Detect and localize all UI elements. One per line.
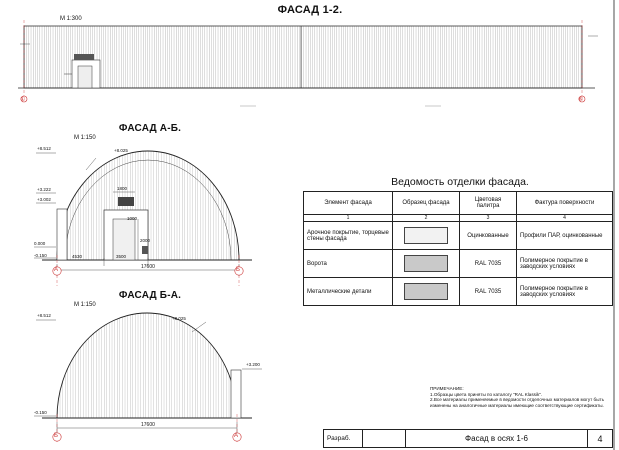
facade-ba-level-minus: -0.150 xyxy=(34,410,47,415)
color-swatch xyxy=(404,255,448,272)
color-swatch xyxy=(404,227,448,244)
sheet-number: 4 xyxy=(588,430,613,448)
middle-title: ФАСАД А-Б. xyxy=(118,123,182,134)
finish-palette: RAL 7035 xyxy=(460,250,517,278)
facade-ab-unit xyxy=(118,197,134,206)
facade-ab-level-0: 0.000 xyxy=(34,241,46,246)
title-block xyxy=(323,429,613,448)
finish-texture: Профили ПАР, оцинкованные xyxy=(517,222,613,250)
main-title: ФАСАД 1-2. xyxy=(277,4,343,16)
facade-ab-level-ridge: +8.025 xyxy=(114,148,128,153)
color-swatch xyxy=(404,283,448,300)
finish-table-header: Элемент фасада xyxy=(304,192,393,215)
facade-12-axis-right: ⑥ xyxy=(578,97,584,103)
facade-ab-axis-left: А xyxy=(54,267,59,273)
facade-ab-level-3222: +3.222 xyxy=(37,187,51,192)
facade-ab-dim-total: 17600 xyxy=(141,264,155,270)
finish-element: Арочное покрытие, торцевые стены фасада xyxy=(304,222,393,250)
facade-ba-arch xyxy=(57,313,237,418)
facade-ab-level-3002: +3.002 xyxy=(37,197,51,202)
facade-ba-dim-total: 17600 xyxy=(141,422,155,428)
finish-table-header: Фактура поверхности xyxy=(517,192,613,215)
facade-12-unit xyxy=(74,54,94,60)
notes-line-2: 2.Все материалы применяемые в ведомости отделочных материалов могут быть изменены на аналогичные материалы имеющие соответствующие сертификаты. xyxy=(430,397,604,408)
finish-table xyxy=(303,191,613,306)
notes-line-1: 1.Образцы цвета приняты по каталогу "RAL Klassik". xyxy=(430,391,543,397)
finish-table-col-number: 2 xyxy=(393,215,460,222)
finish-table-title: Ведомость отделки фасада. xyxy=(391,176,529,188)
facade-ab-level-minus: -0.150 xyxy=(34,253,47,258)
table-row xyxy=(304,278,613,306)
finish-texture: Полимерное покрытие в заводских условиях xyxy=(517,278,613,306)
facade-ab-dim-door-w: 1800 xyxy=(117,186,128,191)
notes-heading: ПРИМЕЧАНИЕ: xyxy=(430,386,464,391)
facade-ab-dim-door-h: 2000 xyxy=(140,238,151,243)
finish-element: Металлические детали xyxy=(304,278,393,306)
facade-ba-annex xyxy=(231,370,241,418)
stamp-title: Фасад в осях 1-6 xyxy=(406,430,588,448)
facade-ba-level-ridge: +8.025 xyxy=(172,316,186,321)
bottom-scale: М 1:150 xyxy=(74,302,96,308)
facade-ab-dim-mid: 3500 xyxy=(116,254,127,259)
facade-ab-axis-right: Б xyxy=(236,267,240,273)
facade-ba-level-top: +8.512 xyxy=(37,313,51,318)
facade-12-wall xyxy=(24,26,582,88)
facade-ab-dim-left: 4530 xyxy=(72,254,83,259)
table-row xyxy=(304,222,613,250)
table-row xyxy=(304,250,613,278)
finish-palette: Оцинкованные xyxy=(460,222,517,250)
main-scale: М 1:300 xyxy=(60,16,82,22)
facade-ab-dim-small: 1000 xyxy=(127,216,138,221)
finish-texture: Полимерное покрытие в заводских условиях xyxy=(517,250,613,278)
finish-table-header: Образец фасада xyxy=(393,192,460,215)
stamp-label: Разраб. xyxy=(324,430,363,448)
facade-ba-level-right: +3.200 xyxy=(246,362,260,367)
middle-scale: М 1:150 xyxy=(74,135,96,141)
finish-palette: RAL 7035 xyxy=(460,278,517,306)
notes xyxy=(430,386,610,408)
finish-table-header: Цветовая палитра xyxy=(460,192,517,215)
facade-ba-axis-left: Б xyxy=(54,433,58,439)
facade-12-axis-left: ① xyxy=(20,97,26,103)
finish-element: Ворота xyxy=(304,250,393,278)
facade-12-drawing xyxy=(18,20,598,106)
finish-table-col-number: 4 xyxy=(517,215,613,222)
bottom-title: ФАСАД Б-А. xyxy=(118,290,182,301)
facade-ab-level-top: +8.512 xyxy=(37,146,51,151)
finish-table-col-number: 3 xyxy=(460,215,517,222)
facade-ba-axis-right: А xyxy=(234,433,239,439)
finish-table-col-number: 1 xyxy=(304,215,393,222)
